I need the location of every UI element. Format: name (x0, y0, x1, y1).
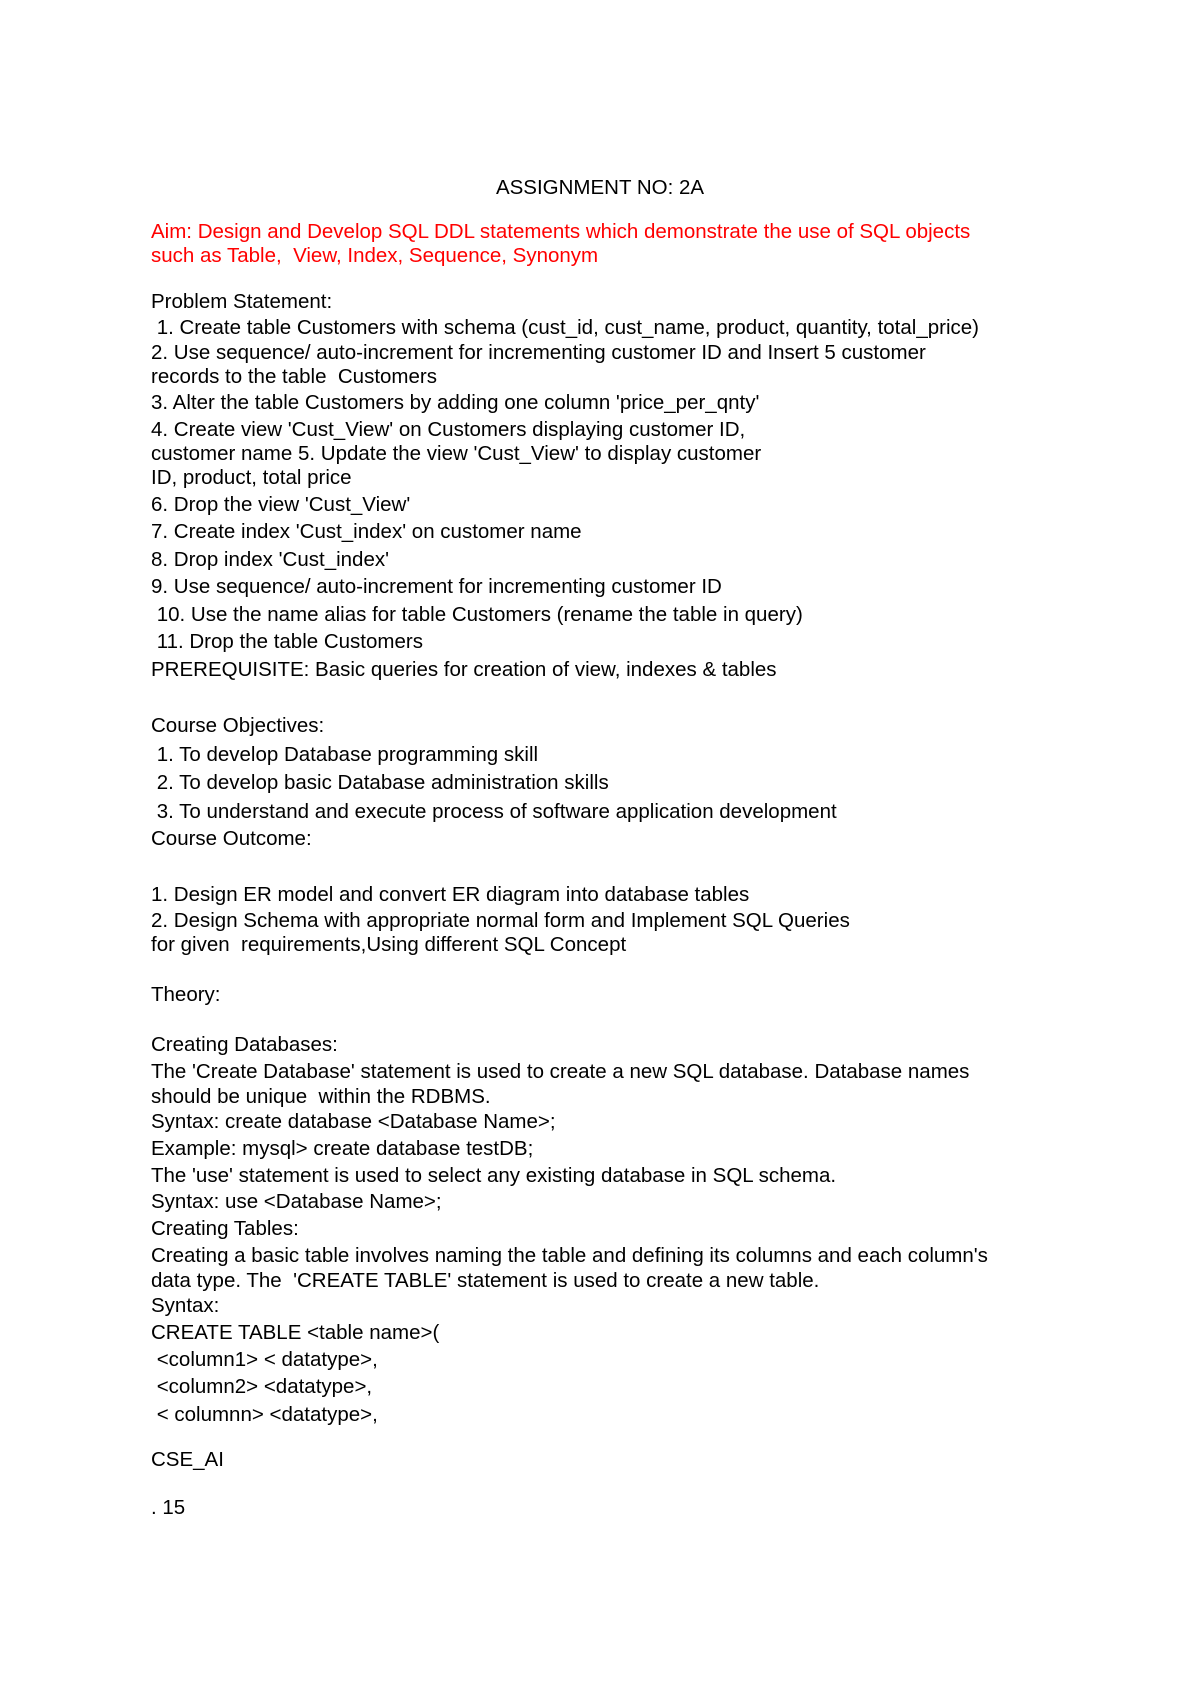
theory-line: Syntax: (151, 1294, 220, 1317)
theory-line: <column1> < datatype>, (151, 1348, 378, 1371)
theory-line: Example: mysql> create database testDB; (151, 1137, 534, 1160)
aim-line-1: Aim: Design and Develop SQL DDL statements which demonstrate the use of SQL objects (151, 220, 971, 243)
theory-line: Syntax: use <Database Name>; (151, 1190, 442, 1213)
problem-line: 6. Drop the view 'Cust_View' (151, 493, 411, 516)
outcome-item: for given requirements,Using different SQL Concept (151, 933, 627, 956)
problem-line: 3. Alter the table Customers by adding one column 'price_per_qnty' (151, 391, 760, 414)
problem-line: 7. Create index 'Cust_index' on customer name (151, 520, 582, 543)
page-number: . 15 (151, 1496, 186, 1519)
problem-line: ID, product, total price (151, 466, 352, 489)
problem-line: 9. Use sequence/ auto-increment for incrementing customer ID (151, 575, 722, 598)
problem-line: 11. Drop the table Customers (151, 630, 423, 653)
problem-line: 2. Use sequence/ auto-increment for incrementing customer ID and Insert 5 customer (151, 341, 926, 364)
objective-item: 2. To develop basic Database administration skills (151, 771, 609, 794)
footer-label: CSE_AI (151, 1448, 224, 1471)
objectives-heading: Course Objectives: (151, 714, 325, 737)
objective-item: 3. To understand and execute process of software application development (151, 800, 837, 823)
problem-line: 1. Create table Customers with schema (cust_id, cust_name, product, quantity, total_price) (151, 316, 979, 339)
problem-line: 8. Drop index 'Cust_index' (151, 548, 390, 571)
theory-line: should be unique within the RDBMS. (151, 1085, 491, 1108)
aim-line-2: such as Table, View, Index, Sequence, Synonym (151, 244, 599, 267)
problem-heading: Problem Statement: (151, 290, 333, 313)
theory-line: < columnn> <datatype>, (151, 1403, 378, 1426)
outcome-item: 1. Design ER model and convert ER diagram into database tables (151, 883, 750, 906)
theory-line: Creating Tables: (151, 1217, 299, 1240)
outcome-item: 2. Design Schema with appropriate normal form and Implement SQL Queries (151, 909, 850, 932)
theory-line: Creating a basic table involves naming the table and defining its columns and each column's (151, 1244, 988, 1267)
theory-line: Creating Databases: (151, 1033, 338, 1056)
theory-line: The 'Create Database' statement is used to create a new SQL database. Database names (151, 1060, 970, 1083)
theory-line: The 'use' statement is used to select any existing database in SQL schema. (151, 1164, 837, 1187)
theory-heading: Theory: (151, 983, 221, 1006)
assignment-title: ASSIGNMENT NO: 2A (495, 176, 705, 199)
problem-line: customer name 5. Update the view 'Cust_View' to display customer (151, 442, 762, 465)
problem-line: 4. Create view 'Cust_View' on Customers displaying customer ID, (151, 418, 746, 441)
prerequisite: PREREQUISITE: Basic queries for creation of view, indexes & tables (151, 658, 777, 681)
objective-item: 1. To develop Database programming skill (151, 743, 539, 766)
theory-line: CREATE TABLE <table name>( (151, 1321, 440, 1344)
theory-line: data type. The 'CREATE TABLE' statement is used to create a new table. (151, 1269, 820, 1292)
theory-line: Syntax: create database <Database Name>; (151, 1110, 556, 1133)
theory-line: <column2> <datatype>, (151, 1375, 373, 1398)
problem-line: records to the table Customers (151, 365, 437, 388)
outcome-heading: Course Outcome: (151, 827, 312, 850)
problem-line: 10. Use the name alias for table Customers (rename the table in query) (151, 603, 803, 626)
